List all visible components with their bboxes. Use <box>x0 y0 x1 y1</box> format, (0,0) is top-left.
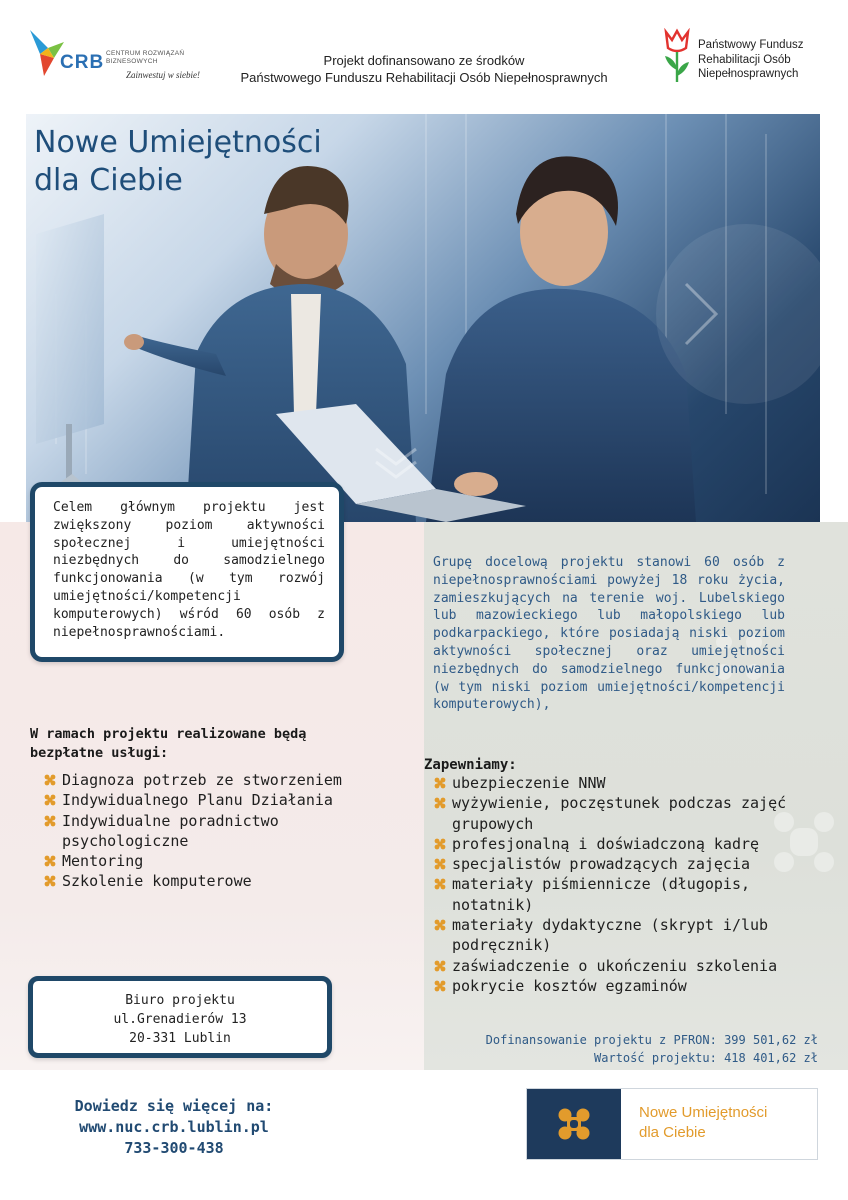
list-item: Szkolenie komputerowe <box>44 871 414 891</box>
molecule-bullet-icon <box>434 797 446 809</box>
tulip-icon <box>660 28 694 84</box>
list-item: Indywidualne poradnictwo psychologiczne <box>44 811 414 852</box>
target-group-text: Grupę docelową projektu stanowi 60 osób z niepełnosprawnościami powyżej 18 roku życia, zamieszkujących na terenie woj. Lubelskiego lub mazowieckiego lub małopolskiego lub podkarpackiego, które posiadają niski poziom aktywności społecznej oraz umiejętności niezbędnych do samodzielnego funkcjonowania (w tym niski poziom umiejętności/kompetencji komputerowych), <box>433 555 785 713</box>
list-item: materiały dydaktyczne (skrypt i/lub podręcznik) <box>434 915 814 956</box>
molecule-bullet-icon <box>44 815 56 827</box>
project-goal-box <box>30 482 344 662</box>
pfron-logo <box>660 28 830 92</box>
project-goal-text: Celem głównym projektu jest zwiększony poziom aktywności społecznej i umiejętności niezbędnych do samodzielnego funkcjonowania (w tym rozwój umiejętności/kompetencji komputerowych) wśród 60 osób z niepełnosprawnościami. <box>53 500 325 640</box>
list-item: ubezpieczenie NNW <box>434 773 814 793</box>
hero-banner <box>26 114 820 522</box>
molecule-bullet-icon <box>434 777 446 789</box>
molecule-bullet-icon <box>44 855 56 867</box>
website-link[interactable]: www.nuc.crb.lublin.pl <box>79 1118 269 1136</box>
crb-logo-subtitle: CENTRUM ROZWIĄZAŃ BIZNESOWYCH <box>106 50 185 65</box>
page-header <box>0 0 848 112</box>
list-item: Diagnoza potrzeb ze stworzeniem <box>44 770 414 790</box>
molecule-bullet-icon <box>434 960 446 972</box>
molecule-bullet-icon <box>44 794 56 806</box>
list-item: wyżywienie, poczęstunek podczas zajęć grupowych <box>434 793 814 834</box>
crb-logo-name: CRB <box>60 52 105 73</box>
contact-info <box>24 1096 324 1159</box>
list-item: Mentoring <box>44 851 414 871</box>
office-street: ul.Grenadierów 13 <box>113 1012 247 1027</box>
guarantees-heading: Zapewniamy: <box>424 757 517 773</box>
phone-number[interactable]: 733-300-438 <box>124 1139 224 1157</box>
list-item: specjalistów prowadzących zajęcia <box>434 854 814 874</box>
molecule-bullet-icon <box>44 774 56 786</box>
list-item: profesjonalną i doświadczoną kadrę <box>434 834 814 854</box>
project-value: Wartość projektu: 418 401,62 zł <box>594 1051 818 1065</box>
molecule-bullet-icon <box>434 838 446 850</box>
list-item: pokrycie kosztów egzaminów <box>434 976 814 996</box>
molecule-bullet-icon <box>434 980 446 992</box>
funding-notice: Projekt dofinansowano ze środków Państwowego Funduszu Rehabilitacji Osób Niepełnosprawnych <box>240 53 608 85</box>
pfron-logo-text: Państwowy Fundusz Rehabilitacji Osób Niepełnosprawnych <box>698 39 804 80</box>
services-heading: W ramach projektu realizowane będą bezpłatne usługi: <box>30 726 307 761</box>
badge-title: Nowe Umiejętności dla Ciebie <box>639 1104 768 1141</box>
services-list <box>44 770 414 892</box>
office-title: Biuro projektu <box>125 993 235 1008</box>
molecule-bullet-icon <box>434 878 446 890</box>
project-badge <box>526 1088 818 1160</box>
crb-logo-tagline: Zainwestuj w siebie! <box>126 70 200 80</box>
funding-info <box>486 1031 818 1067</box>
molecule-bullet-icon <box>44 875 56 887</box>
molecule-bullet-icon <box>434 858 446 870</box>
list-item: materiały piśmiennicze (długopis, notatnik) <box>434 874 814 915</box>
crb-logo <box>26 26 226 90</box>
molecule-bullet-icon <box>434 919 446 931</box>
office-city: 20-331 Lublin <box>129 1031 231 1046</box>
list-item: zaświadczenie o ukończeniu szkolenia <box>434 956 814 976</box>
guarantees-list <box>434 773 814 996</box>
hero-title: Nowe Umiejętności dla Ciebie <box>34 125 322 198</box>
molecule-logo-icon <box>527 1089 621 1159</box>
contact-heading: Dowiedz się więcej na: <box>74 1097 274 1115</box>
list-item: Indywidualnego Planu Działania <box>44 790 414 810</box>
pfron-funding-amount: Dofinansowanie projektu z PFRON: 399 501,62 zł <box>485 1033 818 1047</box>
badge-icon-panel <box>527 1089 621 1159</box>
project-office-box <box>28 976 332 1058</box>
